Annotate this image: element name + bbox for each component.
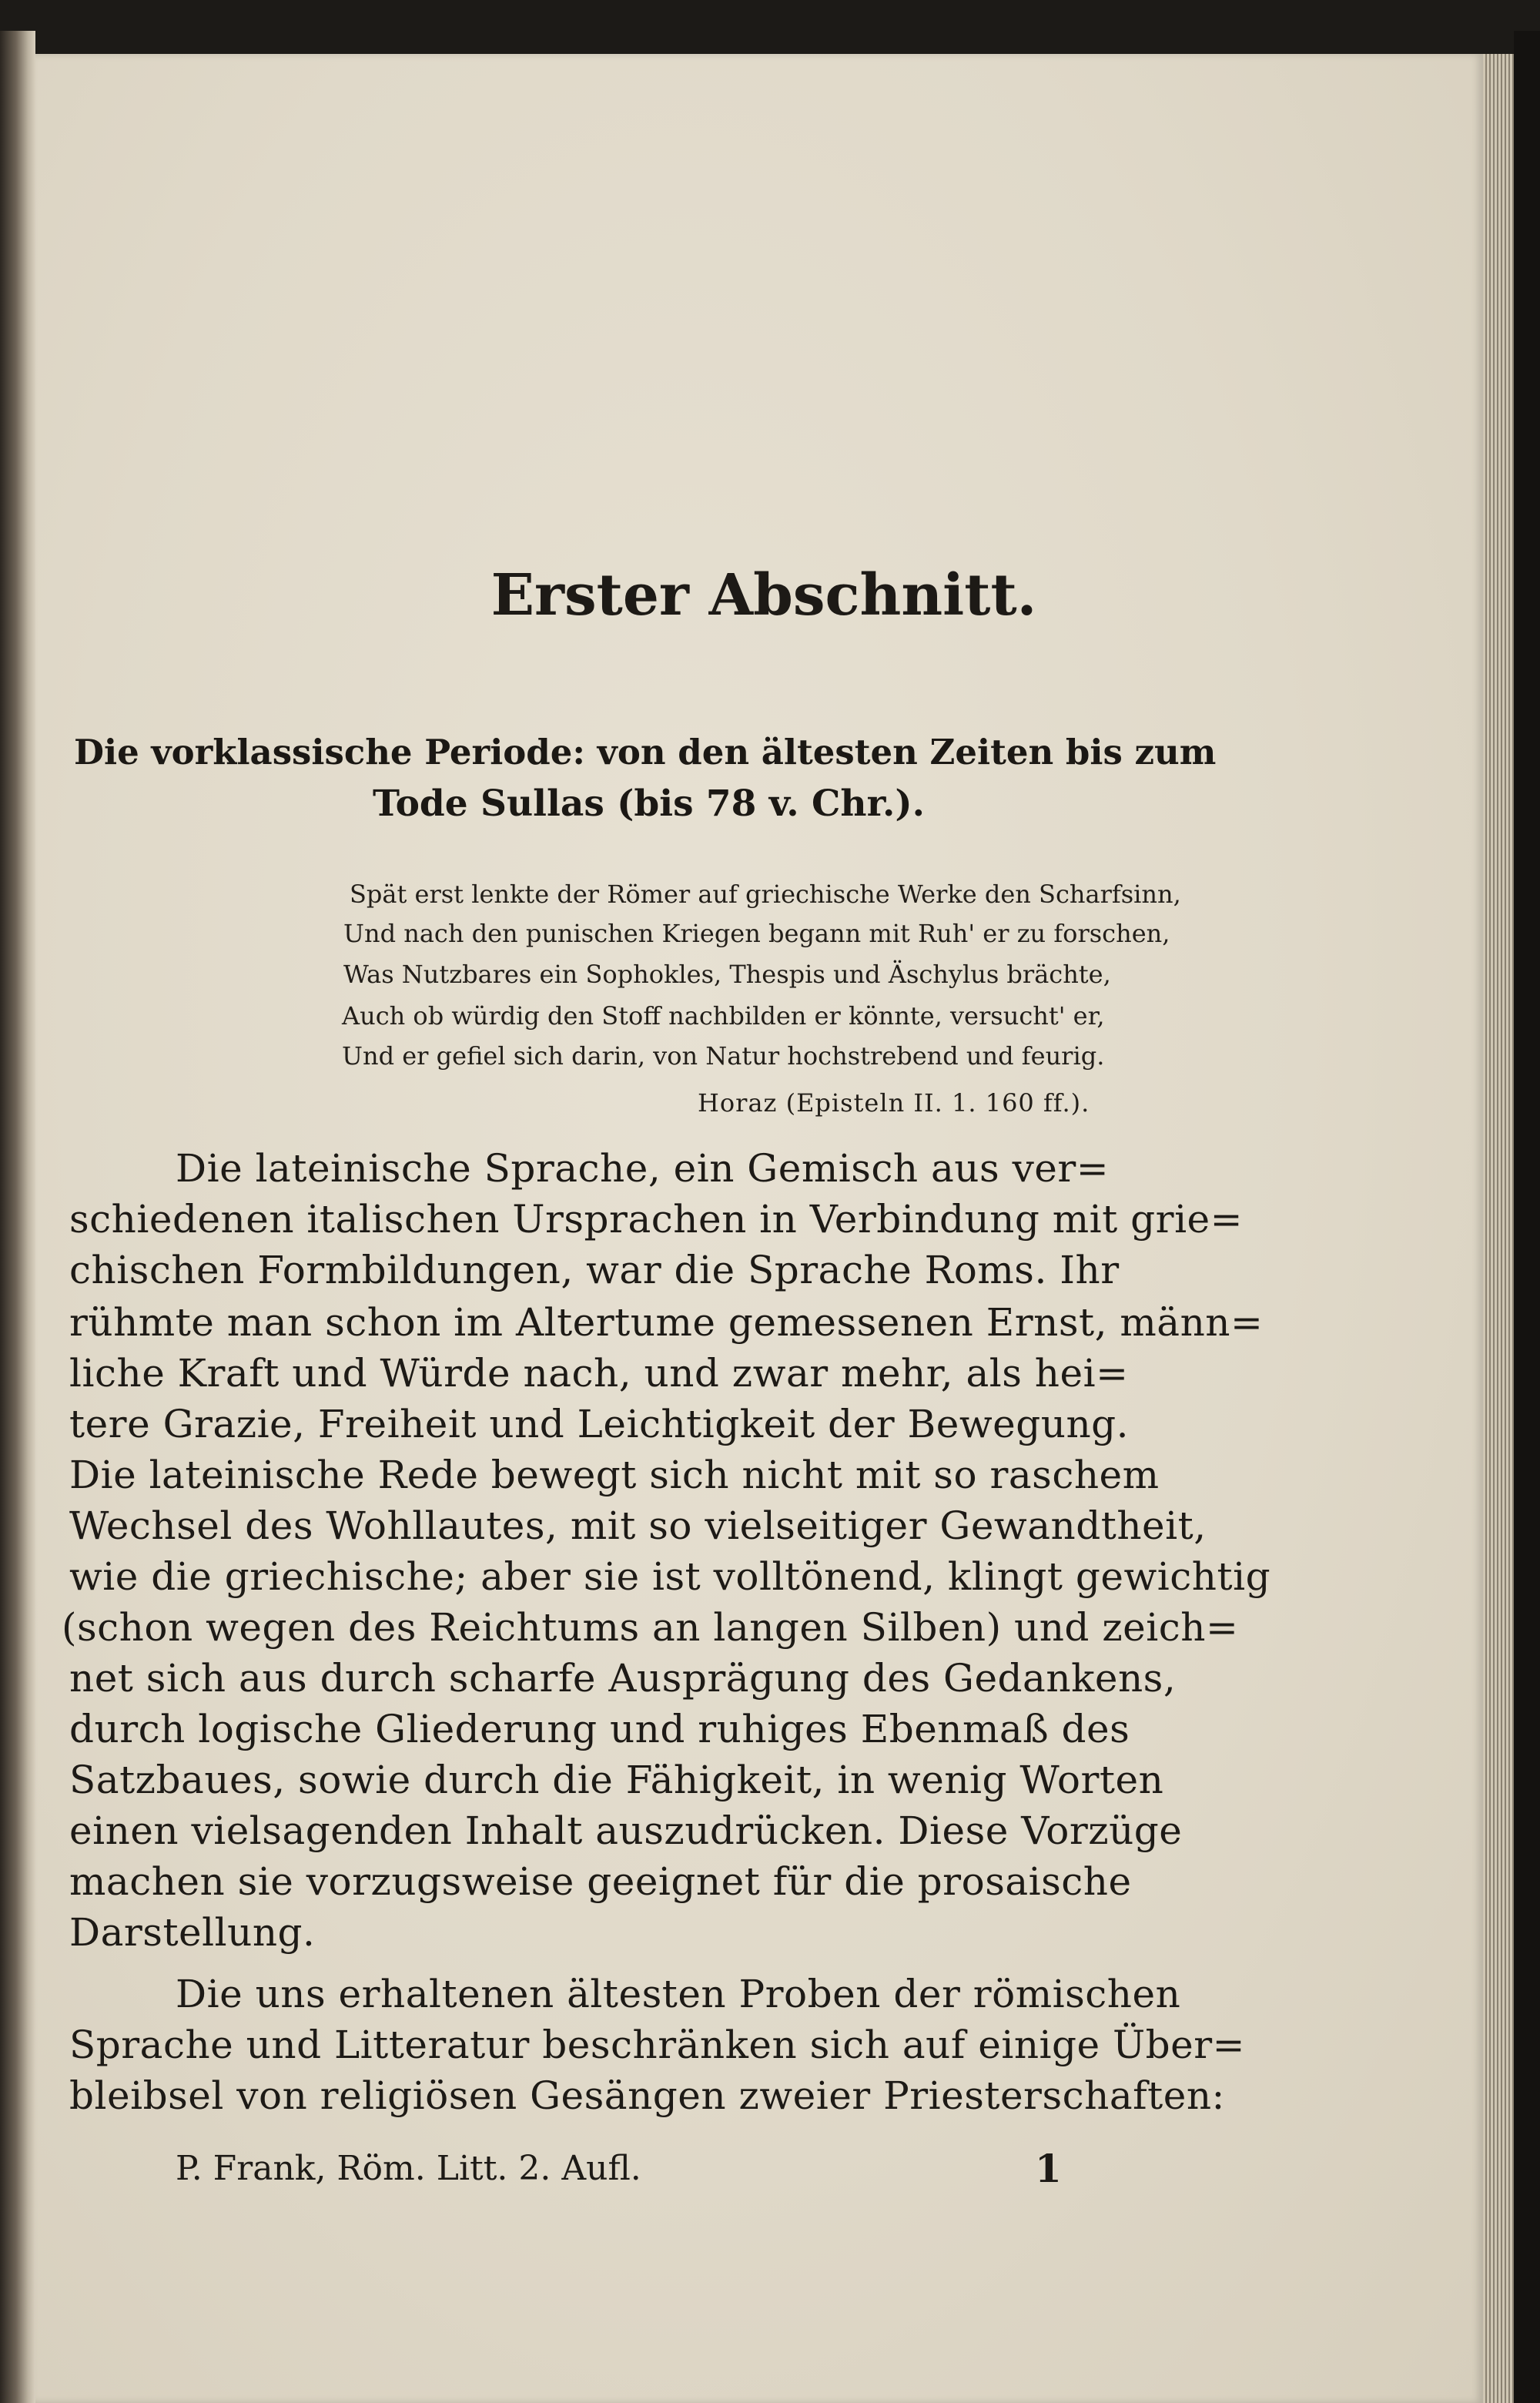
body-line: tere Grazie, Freiheit und Leichtigkeit der Bewegung. [69, 1402, 1130, 1446]
body-line: Die uns erhaltenen ältesten Proben der römischen [176, 1972, 1181, 2016]
body-line: Wechsel des Wohllautes, mit so vielseitiger Gewandtheit, [69, 1503, 1207, 1548]
footer-signature: P. Frank, Röm. Litt. 2. Aufl. [176, 2149, 641, 2188]
epigraph-source: Horaz (Episteln II. 1. 160 ff.). [698, 1088, 1090, 1118]
page-number: 1 [1035, 2146, 1062, 2191]
page-stack-edge [1483, 54, 1514, 2403]
body-line: net sich aus durch scharfe Ausprägung des Gedankens, [69, 1656, 1177, 1701]
section-subtitle-line: Die vorklassische Periode: von den ältesten Zeiten bis zum [74, 732, 1217, 773]
body-line: Sprache und Litteratur beschränken sich auf einige Über= [69, 2023, 1246, 2067]
body-line: liche Kraft und Würde nach, und zwar mehr, als hei= [69, 1351, 1129, 1396]
body-line: bleibsel von religiösen Gesängen zweier Priesterschaften: [69, 2073, 1225, 2118]
body-line: Die lateinische Rede bewegt sich nicht mit so raschem [69, 1453, 1160, 1497]
epigraph-line: Spät erst lenkte der Römer auf griechische Werke den Scharfsinn, [350, 880, 1181, 909]
body-line: einen vielsagenden Inhalt auszudrücken. Diese Vorzüge [69, 1808, 1183, 1853]
epigraph-line: Was Nutzbares ein Sophokles, Thespis und Äschylus brächte, [343, 960, 1111, 989]
epigraph-line: Auch ob würdig den Stoff nachbilden er könnte, versucht' er, [342, 1001, 1105, 1031]
section-title: Erster Abschnitt. [490, 562, 1037, 628]
epigraph-line: Und er gefiel sich darin, von Natur hochstrebend und feurig. [342, 1041, 1105, 1071]
body-line: (schon wegen des Reichtums an langen Silben) und zeich= [62, 1605, 1239, 1650]
body-line: Darstellung. [69, 1910, 316, 1955]
body-line: wie die griechische; aber sie ist volltönend, klingt gewichtig [69, 1554, 1271, 1599]
page [35, 54, 1483, 2403]
body-line: rühmte man schon im Altertume gemessenen Ernst, männ= [69, 1300, 1264, 1345]
body-line: Die lateinische Sprache, ein Gemisch aus ver= [176, 1146, 1110, 1191]
scan-background [1514, 31, 1540, 2403]
body-line: Satzbaues, sowie durch die Fähigkeit, in wenig Worten [69, 1758, 1164, 1802]
body-line: schiedenen italischen Ursprachen in Verbindung mit grie= [69, 1197, 1244, 1242]
body-line: chischen Formbildungen, war die Sprache Roms. Ihr [69, 1248, 1120, 1292]
body-line: machen sie vorzugsweise geeignet für die prosaische [69, 1859, 1132, 1904]
section-subtitle-line: Tode Sullas (bis 78 v. Chr.). [373, 783, 926, 825]
epigraph-line: Und nach den punischen Kriegen begann mit Ruh' er zu forschen, [343, 919, 1170, 948]
body-line: durch logische Gliederung und ruhiges Ebenmaß des [69, 1707, 1130, 1751]
book-binding-edge [0, 31, 35, 2403]
